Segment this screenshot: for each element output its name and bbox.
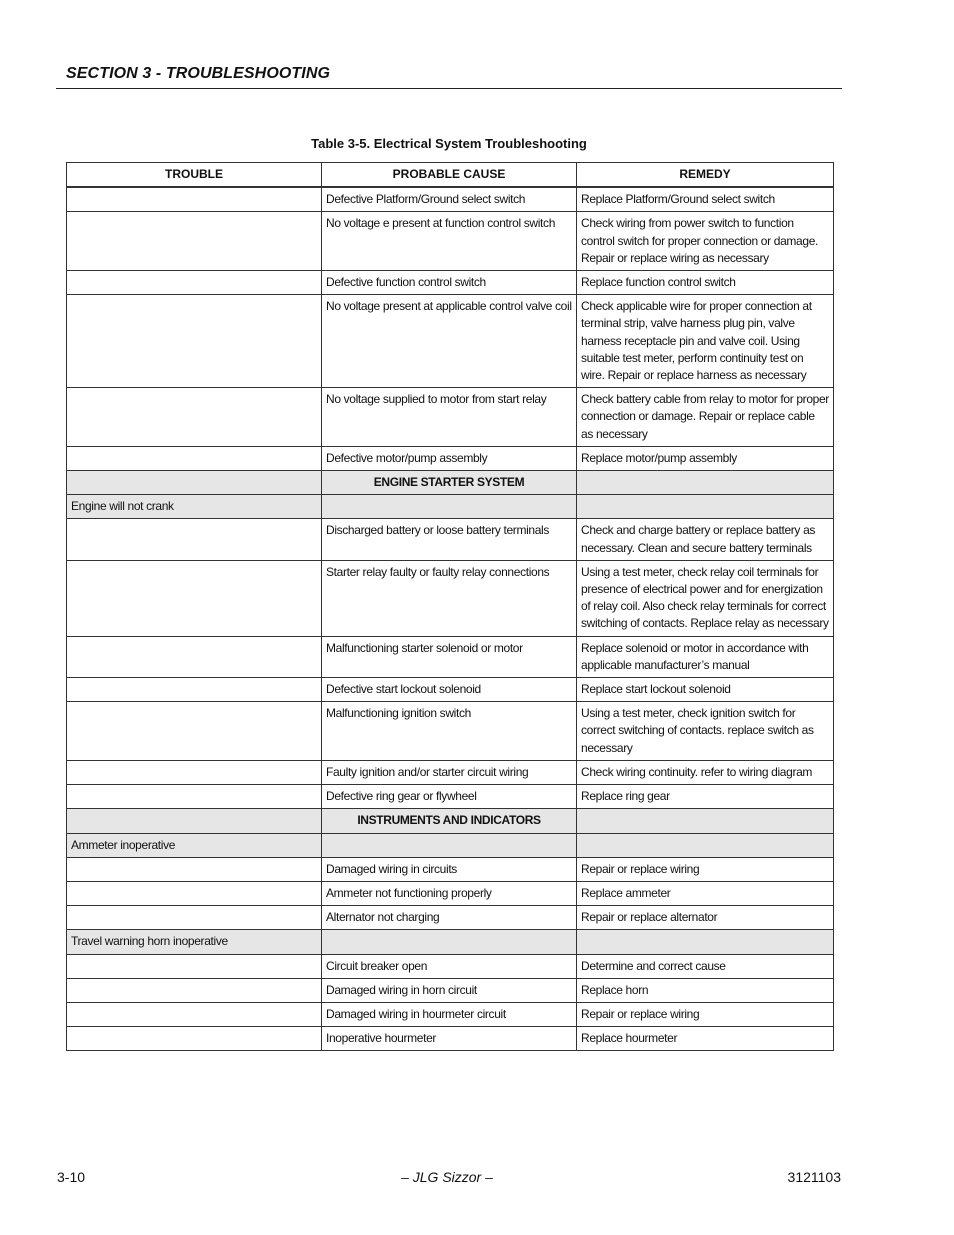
remedy-cell: Replace start lockout solenoid — [577, 678, 834, 702]
trouble-cell — [67, 636, 322, 677]
trouble-cell — [67, 954, 322, 978]
cause-cell: Defective start lockout solenoid — [322, 678, 577, 702]
trouble-cell — [67, 471, 322, 495]
trouble-cell — [67, 271, 322, 295]
table-row — [67, 906, 834, 930]
table-row — [67, 271, 834, 295]
table-caption: Table 3-5. Electrical System Troubleshooting — [311, 136, 587, 151]
cause-cell: No voltage e present at function control switch — [322, 212, 577, 271]
table-row — [67, 881, 834, 905]
cause-cell: Damaged wiring in hourmeter circuit — [322, 1002, 577, 1026]
trouble-cell: Ammeter inoperative — [67, 833, 322, 857]
table-row — [67, 560, 834, 636]
cause-cell: Defective motor/pump assembly — [322, 446, 577, 470]
cause-cell: Starter relay faulty or faulty relay connections — [322, 560, 577, 636]
trouble-cell — [67, 519, 322, 560]
column-header-remedy: REMEDY — [577, 163, 834, 187]
cause-cell: Malfunctioning ignition switch — [322, 702, 577, 761]
cause-cell: Defective function control switch — [322, 271, 577, 295]
table-body — [67, 187, 834, 1051]
remedy-cell: Replace function control switch — [577, 271, 834, 295]
column-header-trouble: TROUBLE — [67, 163, 322, 187]
trouble-cell — [67, 809, 322, 833]
remedy-cell: Replace ammeter — [577, 881, 834, 905]
trouble-cell — [67, 560, 322, 636]
section-title: SECTION 3 - TROUBLESHOOTING — [66, 65, 331, 82]
table-row — [67, 978, 834, 1002]
cause-cell — [322, 930, 577, 954]
trouble-cell — [67, 857, 322, 881]
cause-cell: Defective Platform/Ground select switch — [322, 188, 577, 212]
table-row — [67, 857, 834, 881]
trouble-cell — [67, 188, 322, 212]
remedy-cell — [577, 930, 834, 954]
table-row — [67, 295, 834, 388]
remedy-cell — [577, 471, 834, 495]
table-row — [67, 388, 834, 447]
table-row — [67, 212, 834, 271]
table-row — [67, 954, 834, 978]
column-header-probable-cause: PROBABLE CAUSE — [322, 163, 577, 187]
cause-cell: Ammeter not functioning properly — [322, 881, 577, 905]
table-row — [67, 702, 834, 761]
remedy-cell — [577, 833, 834, 857]
remedy-cell: Replace hourmeter — [577, 1027, 834, 1051]
cause-cell: Inoperative hourmeter — [322, 1027, 577, 1051]
remedy-cell: Using a test meter, check relay coil terminals for presence of electrical power and for energization of relay coil. Also check relay terminals for correct switching of contacts. Replace relay as necessary — [577, 560, 834, 636]
table-row — [67, 1002, 834, 1026]
trouble-cell — [67, 388, 322, 447]
trouble-cell — [67, 978, 322, 1002]
page-number: 3-10 — [57, 1169, 86, 1185]
trouble-cell — [67, 1027, 322, 1051]
table-header-row — [67, 163, 834, 187]
cause-cell: No voltage present at applicable control valve coil — [322, 295, 577, 388]
cause-cell: Damaged wiring in circuits — [322, 857, 577, 881]
table-row — [67, 519, 834, 560]
remedy-cell: Check wiring from power switch to function control switch for proper connection or damage. Repair or replace wiring as necessary — [577, 212, 834, 271]
trouble-cell — [67, 906, 322, 930]
remedy-cell: Using a test meter, check ignition switch for correct switching of contacts. replace switch as necessary — [577, 702, 834, 761]
remedy-cell: Check applicable wire for proper connection at terminal strip, valve harness plug pin, valve harness receptacle pin and valve coil. Using suitable test meter, perform continuity test on wire. Repair or replace harness as necessary — [577, 295, 834, 388]
trouble-cell: Travel warning horn inoperative — [67, 930, 322, 954]
header-rule — [56, 88, 842, 89]
footer-title: – JLG Sizzor – — [401, 1169, 493, 1185]
document-number: 3121103 — [787, 1169, 841, 1185]
section-label: ENGINE STARTER SYSTEM — [322, 471, 577, 495]
table-row — [67, 678, 834, 702]
table-row — [67, 636, 834, 677]
trouble-cell — [67, 678, 322, 702]
remedy-cell: Replace solenoid or motor in accordance with applicable manufacturer’s manual — [577, 636, 834, 677]
section-label: INSTRUMENTS AND INDICATORS — [322, 809, 577, 833]
section-heading-row — [67, 809, 834, 833]
remedy-cell: Replace Platform/Ground select switch — [577, 188, 834, 212]
trouble-cell — [67, 295, 322, 388]
section-heading-row — [67, 471, 834, 495]
cause-cell — [322, 833, 577, 857]
table-row — [67, 188, 834, 212]
remedy-cell — [577, 495, 834, 519]
trouble-cell — [67, 702, 322, 761]
trouble-cell — [67, 446, 322, 470]
remedy-cell: Repair or replace wiring — [577, 1002, 834, 1026]
cause-cell: Circuit breaker open — [322, 954, 577, 978]
cause-cell: Malfunctioning starter solenoid or motor — [322, 636, 577, 677]
cause-cell: Alternator not charging — [322, 906, 577, 930]
remedy-cell: Check and charge battery or replace battery as necessary. Clean and secure battery terminals — [577, 519, 834, 560]
remedy-cell: Replace horn — [577, 978, 834, 1002]
trouble-cell — [67, 785, 322, 809]
cause-cell — [322, 495, 577, 519]
remedy-cell: Replace ring gear — [577, 785, 834, 809]
trouble-heading-row — [67, 833, 834, 857]
remedy-cell: Repair or replace wiring — [577, 857, 834, 881]
trouble-heading-row — [67, 930, 834, 954]
cause-cell: Damaged wiring in horn circuit — [322, 978, 577, 1002]
table-row — [67, 785, 834, 809]
remedy-cell: Repair or replace alternator — [577, 906, 834, 930]
trouble-cell — [67, 760, 322, 784]
remedy-cell: Check wiring continuity. refer to wiring diagram — [577, 760, 834, 784]
table-row — [67, 760, 834, 784]
cause-cell: Faulty ignition and/or starter circuit wiring — [322, 760, 577, 784]
trouble-cell — [67, 881, 322, 905]
cause-cell: Discharged battery or loose battery terminals — [322, 519, 577, 560]
remedy-cell — [577, 809, 834, 833]
trouble-cell — [67, 1002, 322, 1026]
trouble-cell: Engine will not crank — [67, 495, 322, 519]
remedy-cell: Determine and correct cause — [577, 954, 834, 978]
table-row — [67, 446, 834, 470]
cause-cell: No voltage supplied to motor from start relay — [322, 388, 577, 447]
troubleshooting-table — [66, 162, 834, 1051]
remedy-cell: Replace motor/pump assembly — [577, 446, 834, 470]
table-row — [67, 1027, 834, 1051]
remedy-cell: Check battery cable from relay to motor for proper connection or damage. Repair or replace cable as necessary — [577, 388, 834, 447]
cause-cell: Defective ring gear or flywheel — [322, 785, 577, 809]
trouble-cell — [67, 212, 322, 271]
trouble-heading-row — [67, 495, 834, 519]
